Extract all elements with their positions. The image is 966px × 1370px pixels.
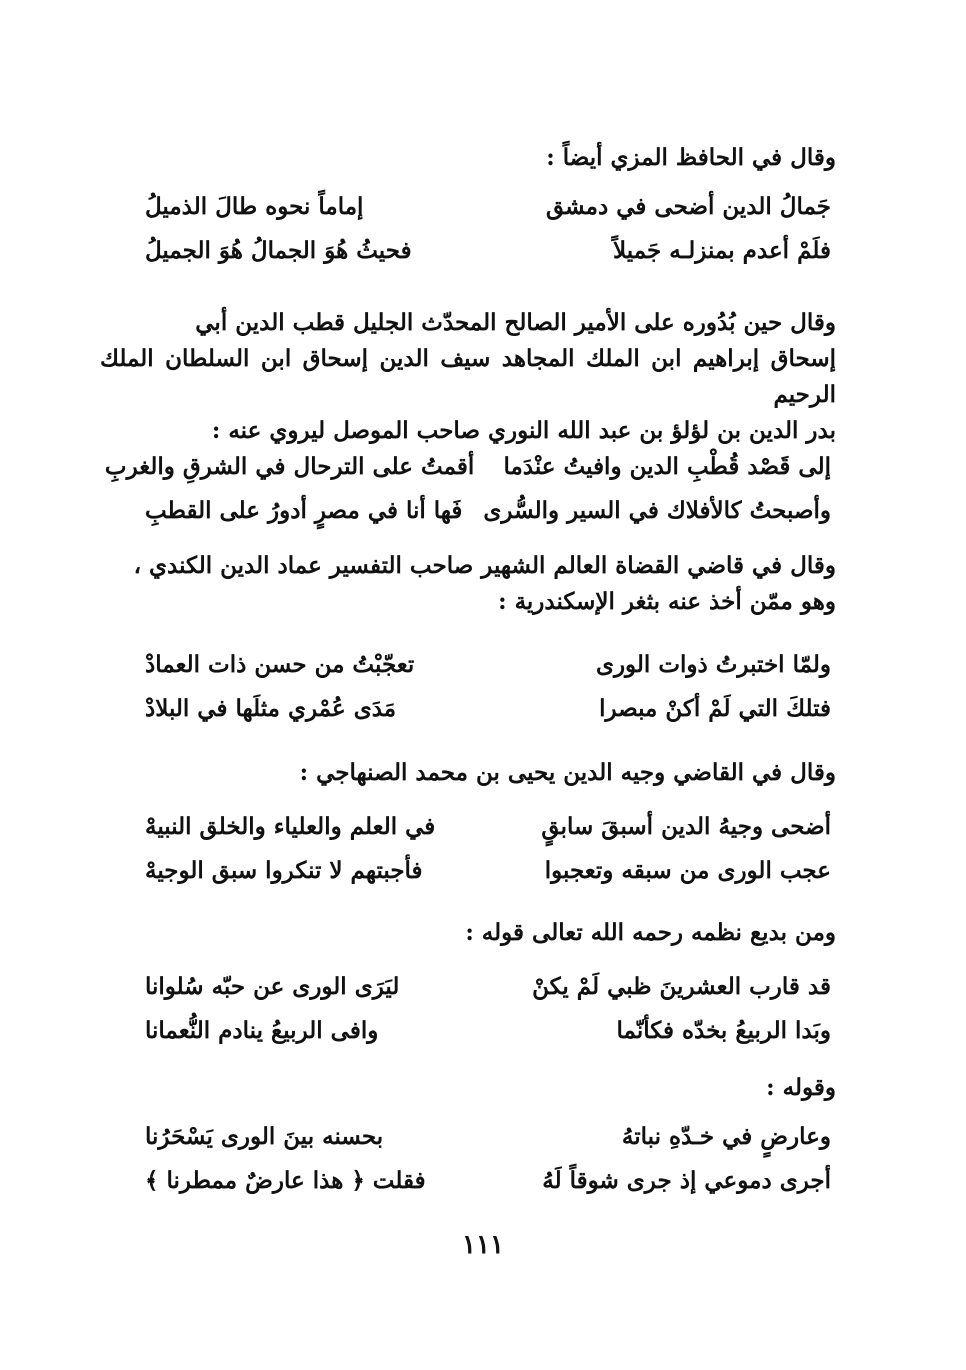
verse-line — [145, 229, 831, 273]
verse-line — [145, 1009, 831, 1053]
verse-block — [145, 1115, 831, 1203]
second-hemistich: أقمتُ على الترحال في الشرقِ والغربِ — [104, 453, 475, 480]
verse-line — [145, 965, 831, 1009]
first-hemistich: أجرى دموعي إذ جرى شوقاً لَهُ — [542, 1167, 831, 1194]
first-hemistich: إلى قَصْد قُطْبِ الدين وافيتُ عنْدَما — [503, 453, 831, 480]
second-hemistich: فَها أنا في مصرٍ أدورُ على القطبِ — [145, 497, 463, 524]
second-hemistich: فقلت ﴿ هذا عارضٌ ممطرنا ﴾ — [145, 1167, 426, 1194]
prose-paragraph — [100, 140, 836, 176]
verse-line — [145, 805, 831, 849]
prose-line: وقال في الحافظ المزي أيضاً : — [546, 144, 836, 171]
verse-block — [104, 445, 831, 533]
second-hemistich: تعجّبْتُ من حسن ذات العمادْ — [145, 651, 415, 678]
prose-line: وقال في قاضي القضاة العالم الشهير صاحب التفسير عماد الدين الكندي ، — [133, 552, 836, 579]
second-hemistich: فحيثُ هُوَ الجمالُ هُوَ الجميلُ — [145, 237, 412, 264]
second-hemistich: بحسنه بينَ الورى يَسْحَرُنا — [145, 1123, 384, 1150]
first-hemistich: وأصبحتُ كالأفلاك في السير والسُّرى — [483, 497, 831, 524]
second-hemistich: مَدَى عُمْري مثلَها في البلادْ — [145, 695, 397, 722]
first-hemistich: فلَمْ أعدم بمنزلـه جَميلاً — [613, 237, 831, 264]
verse-line — [145, 849, 831, 893]
verse-line — [145, 1159, 831, 1203]
second-hemistich: فأجبتهم لا تنكروا سبق الوجيهْ — [145, 857, 423, 884]
verse-line — [145, 643, 831, 687]
verse-line — [145, 489, 831, 533]
first-hemistich: وبَدا الربيعُ بخدّه فكأنّما — [616, 1017, 831, 1044]
second-hemistich: ليَرَى الورى عن حبّه سُلوانا — [145, 973, 400, 1000]
second-hemistich: في العلم والعلياء والخلق النبيهْ — [145, 813, 436, 840]
prose-line: وقال في القاضي وجيه الدين يحيى بن محمد الصنهاجي : — [299, 759, 836, 786]
verse-line — [145, 687, 831, 731]
prose-paragraph — [100, 305, 836, 449]
second-hemistich: وافى الربيعُ ينادم النُّعمانا — [145, 1017, 379, 1044]
first-hemistich: ولمّا اختبرتُ ذوات الورى — [595, 651, 831, 678]
verse-line — [145, 1115, 831, 1159]
verse-block — [145, 805, 831, 893]
prose-paragraph — [100, 548, 836, 620]
second-hemistich: إماماً نحوه طالَ الذميلُ — [145, 193, 364, 220]
verse-block — [145, 965, 831, 1053]
first-hemistich: وعارضٍ في خـدّهِ نباتهُ — [621, 1123, 831, 1150]
prose-line: وقوله : — [766, 1074, 836, 1101]
verse-line — [145, 185, 831, 229]
verse-line — [104, 445, 831, 489]
first-hemistich: أضحى وجيهُ الدين أسبقَ سابقٍ — [541, 813, 831, 840]
first-hemistich: قد قارب العشرينَ ظبي لَمْ يكنْ — [532, 973, 831, 1000]
verse-block — [145, 185, 831, 273]
first-hemistich: فتلكَ التي لَمْ أكنْ مبصرا — [599, 695, 831, 722]
prose-paragraph — [100, 755, 836, 791]
first-hemistich: جَمالُ الدين أضحى في دمشق — [545, 193, 831, 220]
first-hemistich: عجب الورى من سبقه وتعجبوا — [544, 857, 831, 884]
prose-paragraph — [100, 1070, 836, 1106]
prose-line: إسحاق إبراهيم ابن الملك المجاهد سيف الدين إسحاق ابن السلطان الملك الرحيم — [100, 345, 836, 408]
verse-block — [145, 643, 831, 731]
prose-line: ومن بديع نظمه رحمه الله تعالى قوله : — [465, 919, 836, 946]
page-number: ١١١ — [462, 1230, 504, 1260]
prose-line: بدر الدين بن لؤلؤ بن عبد الله النوري صاحب الموصل ليروي عنه : — [211, 417, 836, 444]
prose-line: وقال حين بُدُوره على الأمير الصالح المحدّث الجليل قطب الدين أبي — [195, 309, 836, 336]
prose-paragraph — [100, 915, 836, 951]
prose-line: وهو ممّن أخذ عنه بثغر الإسكندرية : — [498, 588, 836, 615]
